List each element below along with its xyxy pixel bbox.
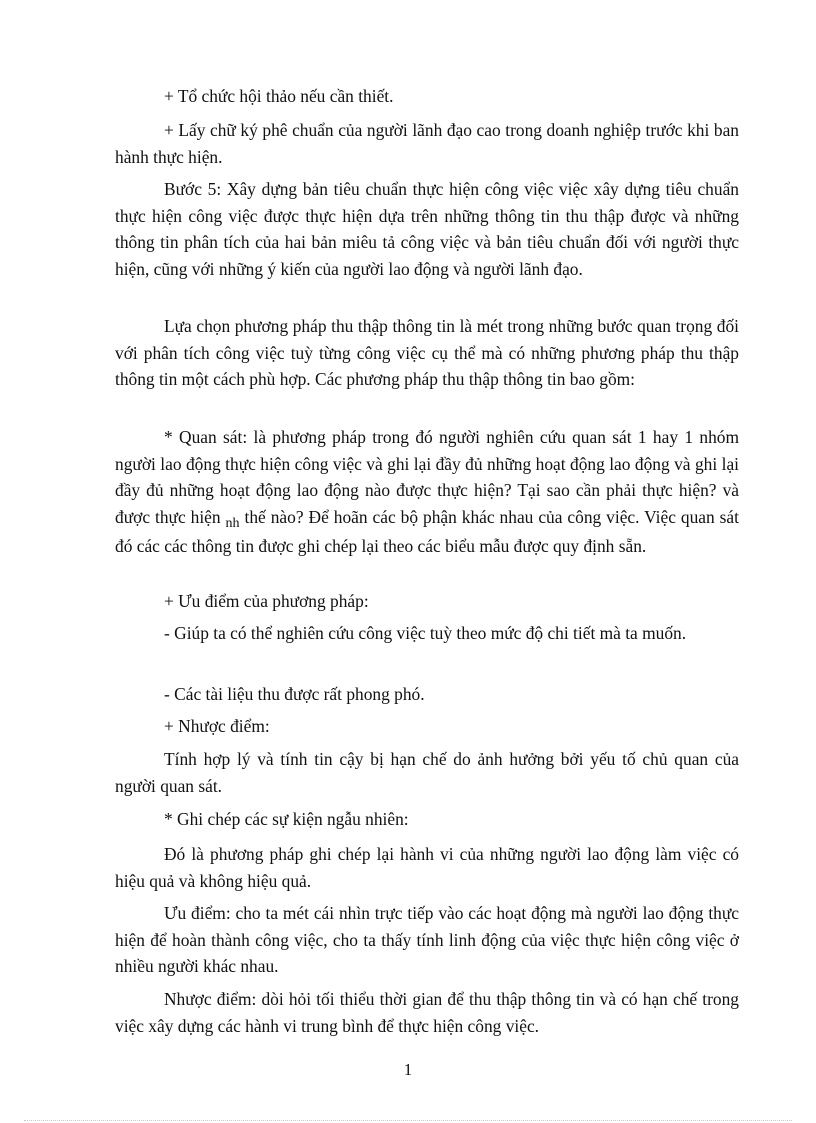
paragraph: - Giúp ta có thể nghiên cứu công việc tuỳ theo mức độ chi tiết mà ta muốn. xyxy=(164,623,687,643)
page-number: 1 xyxy=(403,1060,413,1079)
paragraph: Lựa chọn phương pháp thu thập thông tin là mét trong những bước quan trọng đối với phân tích công việc tuỳ từng công việc cụ thể mà có những phương pháp thu thập thông tin một cách phù hợp. Các phương pháp thu thập thông tin bao gồm: xyxy=(115,316,739,389)
paragraph: Tính hợp lý và tính tin cậy bị hạn chế do ảnh hưởng bởi yếu tố chủ quan của người quan sát. xyxy=(115,749,739,796)
paragraph: Bước 5: Xây dựng bản tiêu chuẩn thực hiện công việc việc xây dựng tiêu chuẩn thực hiện công việc được thực hiện dựa trên những thông tin thu thập được và những thông tin phân tích của hai bản miêu tả công việc và bản tiêu chuẩn đối với người thực hiện, cũng với những ý kiến của người lao động và người lãnh đạo. xyxy=(115,179,739,279)
paragraph: + Nhược điểm: xyxy=(164,716,270,736)
paragraph: + Ưu điểm của phương pháp: xyxy=(164,591,369,611)
paragraph: Ưu điểm: cho ta mét cái nhìn trực tiếp vào các hoạt động mà người lao động thực hiện để hoàn thành công việc, cho ta thấy tính linh động của việc thực hiện công việc ở nhiều người khác nhau. xyxy=(115,903,739,976)
paragraph-observation xyxy=(115,424,739,560)
observation-text-part-2: thế nào? Để hoãn các bộ phận khác nhau của công việc. Việc quan sát đó các các thông tin được ghi chép lại theo các biểu mẫu được quy định sẵn. xyxy=(115,506,739,556)
paragraph: + Tổ chức hội thảo nếu cần thiết. xyxy=(164,86,394,106)
paragraph: Nhược điểm: dòi hỏi tối thiểu thời gian để thu thập thông tin và có hạn chế trong việc xây dựng các hành vi trung bình để thực hiện công việc. xyxy=(115,989,739,1036)
page-bottom-divider xyxy=(24,1120,792,1121)
stray-fragment: nh xyxy=(225,515,240,531)
paragraph: - Các tài liệu thu được rất phong phó. xyxy=(164,684,425,704)
observation-text-part-1: * Quan sát: là phương pháp trong đó người nghiên cứu quan sát 1 hay 1 nhóm người lao động thực hiện công việc và ghi lại đầy đủ những hoạt động lao động và ghi lại đầy đủ những hoạt động lao động nào được thực hiện? Tại sao cần phải thực hiện? và được thực hiện xyxy=(115,427,739,527)
paragraph: + Lấy chữ ký phê chuẩn của người lãnh đạo cao trong doanh nghiệp trước khi ban hành thực hiện. xyxy=(115,120,739,167)
paragraph: Đó là phương pháp ghi chép lại hành vi của những người lao động làm việc có hiệu quả và không hiệu quả. xyxy=(115,844,739,891)
paragraph: * Ghi chép các sự kiện ngẫu nhiên: xyxy=(164,809,409,829)
